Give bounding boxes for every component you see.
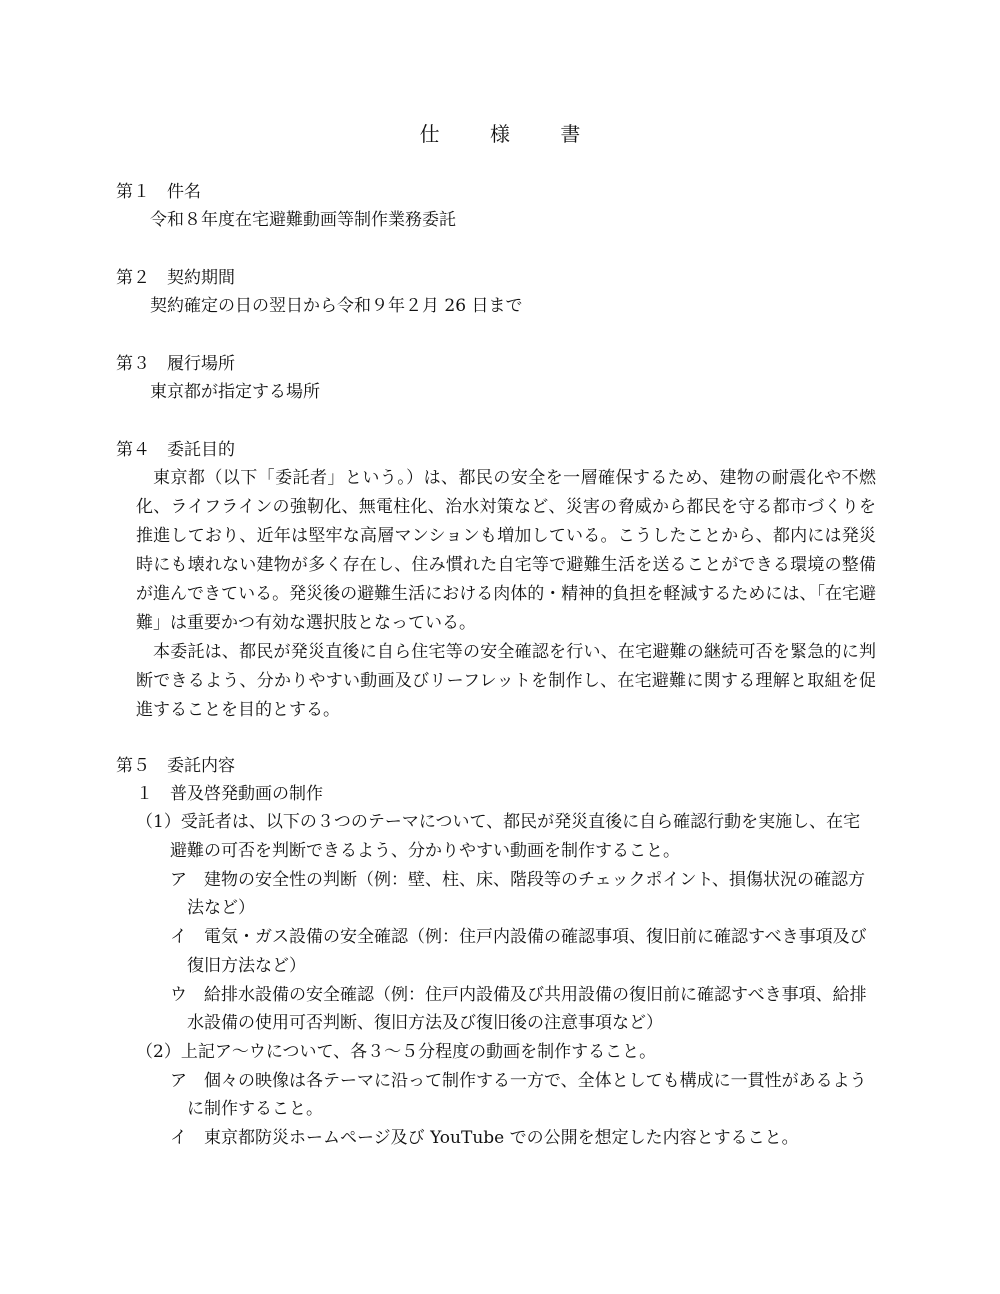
item-2a-line-1: ア 個々の映像は各テーマに沿って制作する一方で、全体としても構成に一貫性があるよう: [170, 1071, 867, 1091]
title-char-1: 仕: [419, 122, 440, 146]
section-2-body: 契約確定の日の翌日から令和９年２月 26 日まで: [150, 296, 523, 316]
item-i-line-1: イ 電気・ガス設備の安全確認（例：住戸内設備の確認事項、復旧前に確認すべき事項及び: [170, 927, 867, 947]
item-2i-line-1: イ 東京都防災ホームページ及び YouTube での公開を想定した内容とすること。: [170, 1128, 799, 1148]
item-a-line-2: 法など）: [187, 898, 255, 918]
item-a-line-1: ア 建物の安全性の判断（例：壁、柱、床、階段等のチェックポイント、損傷状況の確認方: [170, 870, 865, 890]
page-title: [0, 118, 1000, 147]
section-4-paragraph-2: 本委託は、都民が発災直後に自ら住宅等の安全確認を行い、在宅避難の継続可否を緊急的に判断できるよう、分かりやすい動画及びリーフレットを制作し、在宅避難に関する理解と取組を促進することを目的とする。: [136, 642, 876, 720]
section-5-heading: 第５ 委託内容: [116, 756, 235, 776]
item-1-line-2: 避難の可否を判断できるよう、分かりやすい動画を制作すること。: [170, 841, 680, 861]
section-4-heading: 第４ 委託目的: [116, 440, 235, 460]
item-u-line-1: ウ 給排水設備の安全確認（例：住戸内設備及び共用設備の復旧前に確認すべき事項、給排: [170, 985, 867, 1005]
item-1-line-1: （1）受託者は、以下の３つのテーマについて、都民が発災直後に自ら確認行動を実施し、在宅: [136, 812, 861, 832]
section-4-paragraph-1: 東京都（以下「委託者」という。）は、都民の安全を一層確保するため、建物の耐震化や不燃化、ライフラインの強靭化、無電柱化、治水対策など、災害の脅威から都民を守る都市づくりを推進しており、近年は堅牢な高層マンションも増加している。こうしたことから、都内には発災時にも壊れない建物が多く存在し、住み慣れた自宅等で避難生活を送ることができる環境の整備が進んできている。発災後の避難生活における肉体的・精神的負担を軽減するためには、「在宅避難」は重要かつ有効な選択肢となっている。: [136, 468, 876, 633]
section-2-heading: 第２ 契約期間: [116, 268, 235, 288]
section-1-heading: 第１ 件名: [116, 182, 201, 202]
title-char-3: 書: [560, 122, 581, 146]
item-2a-line-2: に制作すること。: [187, 1099, 323, 1119]
section-1-body: 令和８年度在宅避難動画等制作業務委託: [150, 210, 456, 230]
item-i-line-2: 復旧方法など）: [187, 956, 306, 976]
title-char-2: 様: [490, 122, 510, 146]
item-2-line-1: （2）上記ア～ウについて、各３～５分程度の動画を制作すること。: [136, 1042, 657, 1062]
subsection-1-heading: １ 普及啓発動画の制作: [136, 784, 323, 804]
item-u-line-2: 水設備の使用可否判断、復旧方法及び復旧後の注意事項など）: [187, 1013, 663, 1033]
section-3-heading: 第３ 履行場所: [116, 354, 235, 374]
section-3-body: 東京都が指定する場所: [150, 382, 320, 402]
